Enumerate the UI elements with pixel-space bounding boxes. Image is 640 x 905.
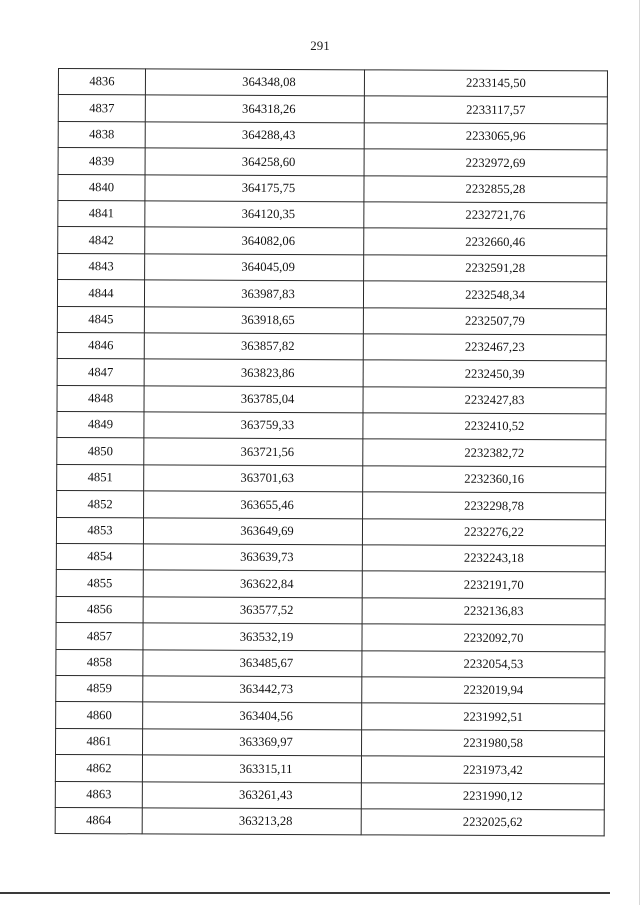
point-number-cell-text: 4838 bbox=[89, 127, 115, 142]
table-body bbox=[55, 69, 607, 837]
y-coordinate-cell bbox=[364, 175, 607, 202]
table-row bbox=[57, 385, 606, 414]
y-coordinate-cell bbox=[363, 387, 606, 414]
x-coordinate-cell-text: 364288,43 bbox=[241, 127, 296, 143]
table-row bbox=[58, 69, 607, 98]
y-coordinate-cell bbox=[364, 123, 607, 150]
point-number-cell bbox=[55, 807, 142, 834]
x-coordinate-cell bbox=[142, 781, 361, 808]
point-number-cell bbox=[58, 95, 145, 122]
x-coordinate-cell bbox=[144, 359, 363, 386]
point-number-cell-text: 4854 bbox=[87, 549, 113, 564]
point-number-cell-text: 4842 bbox=[88, 232, 114, 247]
y-coordinate-cell bbox=[364, 255, 607, 282]
x-coordinate-cell-text: 363918,65 bbox=[241, 312, 295, 327]
y-coordinate-cell-text: 2232276,22 bbox=[464, 524, 524, 540]
x-coordinate-cell bbox=[143, 623, 362, 650]
point-number-cell-text: 4853 bbox=[87, 523, 113, 538]
x-coordinate-cell-text: 363213,28 bbox=[238, 814, 293, 829]
table-row bbox=[57, 464, 606, 493]
table-row bbox=[58, 253, 607, 282]
y-coordinate-cell bbox=[363, 307, 606, 334]
y-coordinate-cell-text: 2232136,83 bbox=[463, 603, 524, 619]
point-number-cell-text: 4847 bbox=[88, 364, 114, 379]
y-coordinate-cell-text: 2232191,70 bbox=[463, 577, 524, 592]
point-number-cell-text: 4851 bbox=[87, 470, 113, 485]
y-coordinate-cell bbox=[362, 703, 605, 730]
y-coordinate-cell-text: 2232467,23 bbox=[464, 340, 525, 355]
table-row bbox=[55, 807, 604, 836]
y-coordinate-cell bbox=[363, 466, 606, 493]
table-row bbox=[57, 438, 606, 467]
x-coordinate-cell-text: 363857,82 bbox=[240, 339, 295, 354]
x-coordinate-cell-text: 364258,60 bbox=[241, 154, 296, 169]
y-coordinate-cell-text: 2232591,28 bbox=[465, 260, 526, 276]
x-coordinate-cell bbox=[145, 148, 364, 175]
point-number-cell bbox=[57, 280, 144, 307]
table-row bbox=[56, 728, 605, 757]
x-coordinate-cell bbox=[142, 755, 361, 782]
point-number-cell bbox=[56, 544, 143, 571]
x-coordinate-cell-text: 363261,43 bbox=[239, 787, 293, 802]
x-coordinate-cell-text: 364175,75 bbox=[241, 180, 296, 195]
table-row bbox=[57, 306, 606, 335]
point-number-cell-text: 4840 bbox=[88, 180, 115, 195]
table-row bbox=[58, 148, 607, 177]
y-coordinate-cell-text: 2232660,46 bbox=[465, 234, 526, 249]
point-number-cell-text: 4858 bbox=[86, 655, 113, 670]
x-coordinate-cell bbox=[145, 201, 364, 228]
x-coordinate-cell-text: 363485,67 bbox=[239, 655, 294, 671]
table-row bbox=[58, 95, 607, 124]
x-coordinate-cell-text: 364082,06 bbox=[241, 233, 296, 248]
table-row bbox=[57, 412, 606, 441]
x-coordinate-cell bbox=[144, 386, 363, 413]
x-coordinate-cell bbox=[145, 254, 364, 281]
point-number-cell-text: 4846 bbox=[88, 338, 114, 353]
x-coordinate-cell-text: 363987,83 bbox=[241, 286, 295, 301]
table-row bbox=[55, 781, 604, 810]
y-coordinate-cell bbox=[363, 281, 606, 308]
point-number-cell-text: 4861 bbox=[86, 734, 112, 749]
x-coordinate-cell bbox=[144, 306, 363, 333]
table-row bbox=[58, 200, 607, 229]
point-number-cell bbox=[58, 174, 145, 201]
x-coordinate-cell-text: 363701,63 bbox=[240, 471, 295, 486]
y-coordinate-cell bbox=[363, 492, 606, 519]
y-coordinate-cell-text: 2232855,28 bbox=[465, 181, 526, 196]
y-coordinate-cell bbox=[364, 228, 607, 255]
y-coordinate-cell bbox=[362, 545, 605, 572]
x-coordinate-cell bbox=[145, 122, 364, 149]
point-number-cell bbox=[57, 438, 144, 465]
y-coordinate-cell bbox=[364, 70, 607, 97]
x-coordinate-cell bbox=[144, 412, 363, 439]
point-number-cell bbox=[56, 702, 143, 729]
y-coordinate-cell bbox=[362, 571, 605, 598]
point-number-cell-text: 4852 bbox=[87, 496, 113, 511]
y-coordinate-cell-text: 2232548,34 bbox=[465, 287, 525, 302]
y-coordinate-cell-text: 2231973,42 bbox=[462, 762, 523, 777]
x-coordinate-cell bbox=[145, 227, 364, 254]
point-number-cell-text: 4845 bbox=[88, 312, 114, 327]
y-coordinate-cell-text: 2232450,39 bbox=[464, 366, 525, 381]
point-number-cell-text: 4843 bbox=[88, 259, 114, 274]
point-number-cell bbox=[58, 121, 145, 148]
table-row bbox=[57, 280, 606, 309]
point-number-cell-text: 4841 bbox=[88, 206, 114, 221]
x-coordinate-cell-text: 363442,73 bbox=[239, 682, 294, 697]
x-coordinate-cell-text: 364045,09 bbox=[241, 259, 295, 275]
point-number-cell-text: 4863 bbox=[86, 787, 112, 802]
x-coordinate-cell bbox=[145, 69, 364, 96]
point-number-cell-text: 4848 bbox=[87, 391, 114, 406]
x-coordinate-cell bbox=[145, 95, 364, 122]
y-coordinate-cell bbox=[363, 439, 606, 466]
x-coordinate-cell bbox=[143, 649, 362, 676]
y-coordinate-cell bbox=[362, 624, 605, 651]
y-coordinate-cell bbox=[361, 782, 604, 809]
y-coordinate-cell-text: 2233145,50 bbox=[465, 76, 526, 91]
point-number-cell bbox=[55, 755, 142, 782]
point-number-cell bbox=[57, 491, 144, 518]
x-coordinate-cell bbox=[143, 544, 362, 571]
point-number-cell-text: 4839 bbox=[88, 153, 115, 168]
x-coordinate-cell-text: 363639,73 bbox=[240, 550, 294, 565]
point-number-cell bbox=[56, 517, 143, 544]
y-coordinate-cell bbox=[362, 518, 605, 545]
x-coordinate-cell-text: 363655,46 bbox=[240, 497, 294, 512]
table-row bbox=[56, 517, 605, 546]
x-coordinate-cell bbox=[143, 702, 362, 729]
table-row bbox=[56, 675, 605, 704]
x-coordinate-cell-text: 363532,19 bbox=[239, 629, 294, 644]
x-coordinate-cell-text: 363785,04 bbox=[240, 391, 295, 407]
table-row bbox=[58, 227, 607, 256]
x-coordinate-cell bbox=[143, 729, 362, 756]
point-number-cell-text: 4837 bbox=[89, 100, 115, 116]
y-coordinate-cell bbox=[362, 730, 605, 757]
table-row bbox=[55, 755, 604, 784]
y-coordinate-cell-text: 2231980,58 bbox=[463, 735, 523, 751]
x-coordinate-cell-text: 364120,35 bbox=[241, 207, 296, 222]
y-coordinate-cell-text: 2232972,69 bbox=[465, 155, 526, 170]
table-row bbox=[57, 359, 606, 388]
y-coordinate-cell-text: 2232507,79 bbox=[464, 313, 525, 328]
y-coordinate-cell-text: 2232054,53 bbox=[463, 656, 524, 672]
point-number-cell bbox=[57, 332, 144, 359]
point-number-cell-text: 4836 bbox=[89, 74, 115, 89]
x-coordinate-cell-text: 364318,26 bbox=[242, 101, 296, 116]
x-coordinate-cell-text: 363577,52 bbox=[239, 603, 294, 618]
bottom-rule bbox=[0, 892, 610, 894]
y-coordinate-cell-text: 2232427,83 bbox=[464, 392, 525, 408]
x-coordinate-cell bbox=[144, 280, 363, 307]
x-coordinate-cell-text: 364348,08 bbox=[242, 75, 296, 90]
table-row bbox=[56, 649, 605, 678]
point-number-cell-text: 4850 bbox=[87, 443, 113, 459]
point-number-cell bbox=[56, 649, 143, 676]
x-coordinate-cell bbox=[143, 518, 362, 545]
page-number: 291 bbox=[310, 38, 330, 53]
point-number-cell-text: 4856 bbox=[87, 602, 113, 617]
y-coordinate-cell-text: 2233065,96 bbox=[465, 128, 526, 144]
x-coordinate-cell-text: 363721,56 bbox=[240, 444, 295, 459]
table-row bbox=[56, 570, 605, 599]
point-number-cell-text: 4857 bbox=[86, 628, 113, 643]
y-coordinate-cell-text: 2232025,62 bbox=[462, 815, 523, 830]
point-number-cell bbox=[57, 306, 144, 333]
table-row bbox=[56, 544, 605, 573]
point-number-cell-text: 4849 bbox=[87, 417, 114, 432]
y-coordinate-cell bbox=[364, 149, 607, 176]
y-coordinate-cell-text: 2232019,94 bbox=[463, 683, 524, 698]
point-number-cell-text: 4864 bbox=[86, 813, 112, 828]
point-number-cell bbox=[55, 781, 142, 808]
x-coordinate-cell bbox=[143, 597, 362, 624]
y-coordinate-cell bbox=[361, 809, 604, 836]
y-coordinate-cell-text: 2233117,57 bbox=[466, 102, 526, 117]
point-number-cell bbox=[58, 253, 145, 280]
x-coordinate-cell-text: 363369,97 bbox=[239, 734, 293, 750]
y-coordinate-cell-text: 2231990,12 bbox=[462, 788, 523, 803]
y-coordinate-cell bbox=[363, 360, 606, 387]
y-coordinate-cell-text: 2232382,72 bbox=[464, 445, 525, 460]
y-coordinate-cell bbox=[362, 598, 605, 625]
y-coordinate-cell-text: 2232410,52 bbox=[464, 419, 525, 434]
y-coordinate-cell-text: 2232243,18 bbox=[463, 551, 524, 566]
y-coordinate-cell-text: 2232092,70 bbox=[463, 630, 524, 645]
point-number-cell bbox=[57, 385, 144, 412]
table-row bbox=[58, 121, 607, 150]
x-coordinate-cell-text: 363759,33 bbox=[240, 418, 295, 433]
x-coordinate-cell bbox=[143, 676, 362, 703]
table-row bbox=[56, 623, 605, 652]
table-row bbox=[57, 491, 606, 520]
point-number-cell-text: 4859 bbox=[86, 681, 112, 696]
x-coordinate-cell bbox=[144, 465, 363, 492]
y-coordinate-cell bbox=[362, 650, 605, 677]
y-coordinate-cell bbox=[363, 413, 606, 440]
coordinates-table bbox=[55, 68, 608, 837]
point-number-cell-text: 4844 bbox=[88, 285, 114, 300]
table-row bbox=[58, 174, 607, 203]
point-number-cell bbox=[56, 675, 143, 702]
y-coordinate-cell bbox=[364, 96, 607, 123]
table-row bbox=[57, 332, 606, 361]
y-coordinate-cell bbox=[362, 677, 605, 704]
y-coordinate-cell bbox=[364, 202, 607, 229]
point-number-cell bbox=[57, 412, 144, 439]
table-row bbox=[56, 702, 605, 731]
y-coordinate-cell-text: 2231992,51 bbox=[463, 709, 524, 724]
point-number-cell bbox=[58, 200, 145, 227]
x-coordinate-cell bbox=[144, 491, 363, 518]
x-coordinate-cell bbox=[145, 174, 364, 201]
y-coordinate-cell bbox=[361, 756, 604, 783]
point-number-cell bbox=[56, 596, 143, 623]
y-coordinate-cell-text: 2232721,76 bbox=[465, 208, 526, 223]
x-coordinate-cell-text: 363622,84 bbox=[239, 576, 294, 591]
x-coordinate-cell bbox=[144, 333, 363, 360]
x-coordinate-cell-text: 363823,86 bbox=[240, 365, 295, 380]
x-coordinate-cell-text: 363315,11 bbox=[239, 761, 293, 776]
x-coordinate-cell bbox=[143, 570, 362, 597]
point-number-cell bbox=[58, 227, 145, 254]
point-number-cell bbox=[57, 464, 144, 491]
x-coordinate-cell bbox=[144, 438, 363, 465]
point-number-cell bbox=[57, 359, 144, 386]
point-number-cell bbox=[56, 570, 143, 597]
point-number-cell bbox=[58, 148, 145, 175]
y-coordinate-cell-text: 2232360,16 bbox=[464, 472, 525, 487]
x-coordinate-cell-text: 363649,69 bbox=[240, 523, 294, 539]
x-coordinate-cell bbox=[142, 808, 361, 835]
point-number-cell-text: 4862 bbox=[86, 760, 112, 775]
y-coordinate-cell bbox=[363, 334, 606, 361]
point-number-cell bbox=[56, 728, 143, 755]
y-coordinate-cell-text: 2232298,78 bbox=[464, 498, 525, 513]
table-row bbox=[56, 596, 605, 625]
point-number-cell bbox=[56, 623, 143, 650]
point-number-cell-text: 4855 bbox=[87, 575, 113, 591]
x-coordinate-cell-text: 363404,56 bbox=[239, 708, 293, 723]
point-number-cell-text: 4860 bbox=[86, 707, 112, 723]
point-number-cell bbox=[58, 69, 145, 96]
